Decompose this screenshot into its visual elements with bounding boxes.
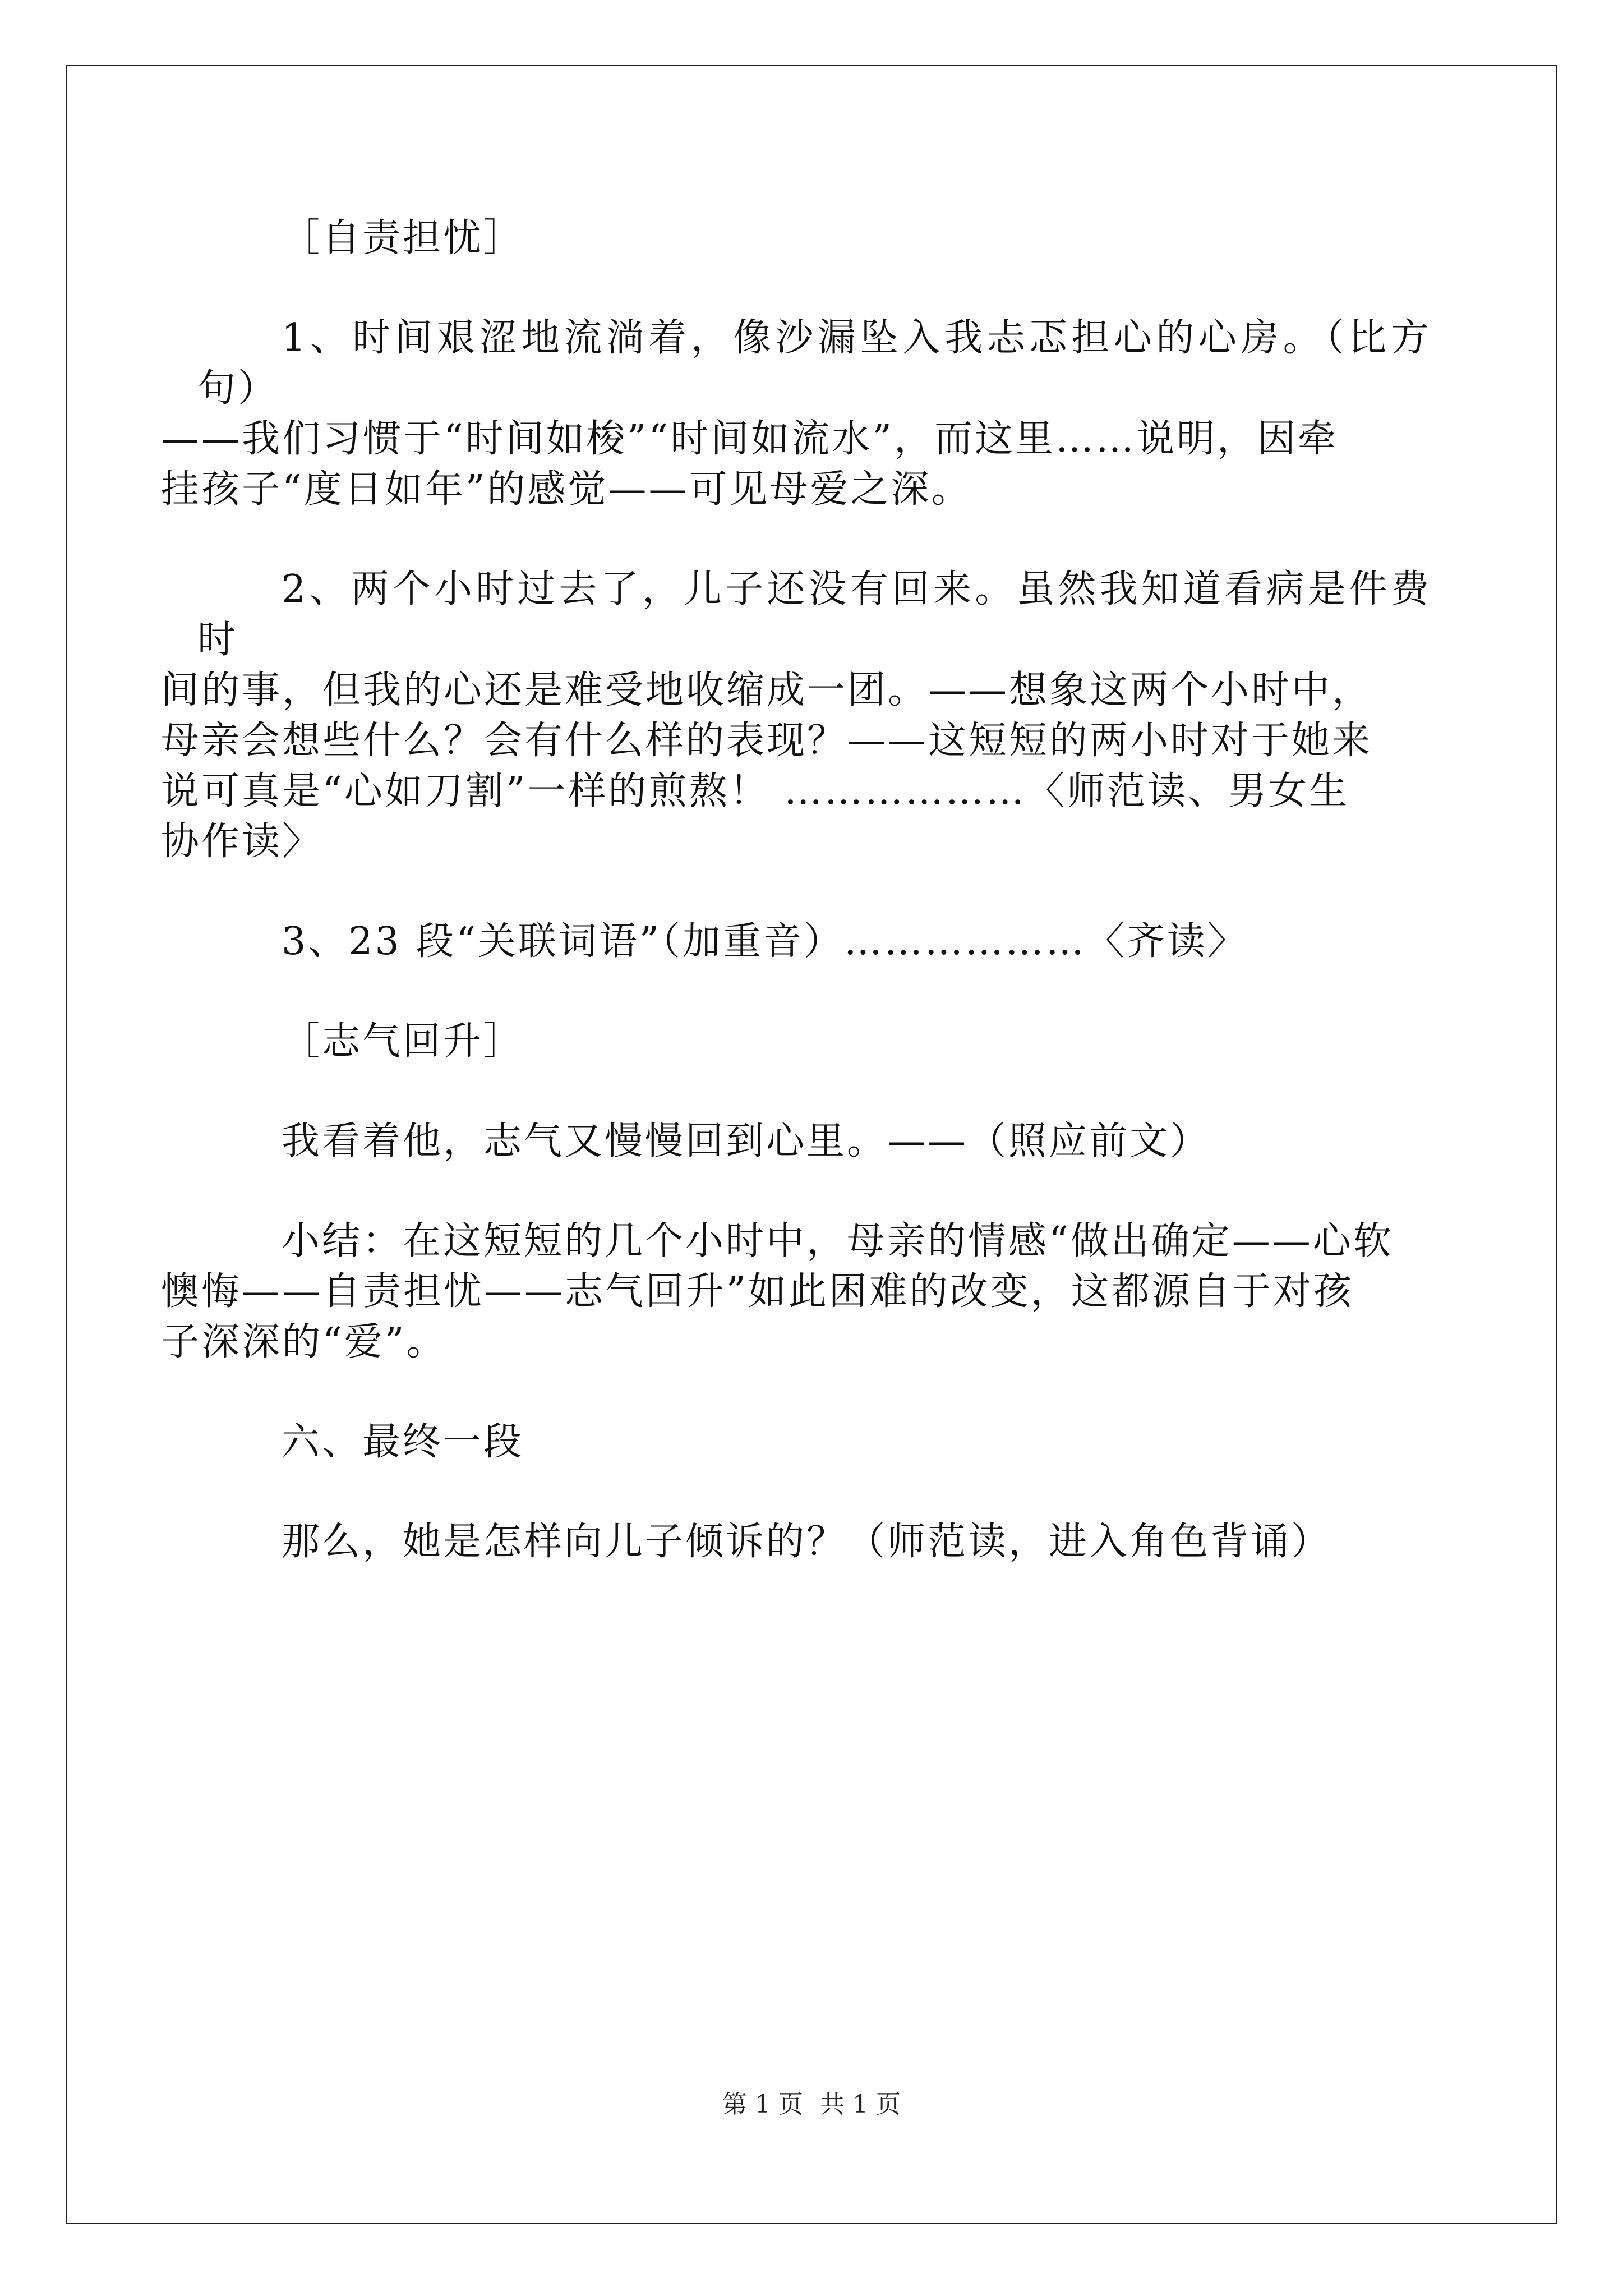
paragraph-1 xyxy=(161,313,1431,515)
paragraph-line: 协作读〉 xyxy=(161,820,323,864)
paragraph-summary xyxy=(161,1216,1431,1368)
paragraph-line: 挂孩子“度日如年”的感觉——可见母爱之深。 xyxy=(161,467,972,512)
paragraph-3: 3、23 段“关联词语”（加重音）………………〈齐读〉 xyxy=(282,919,1248,964)
page-number: 第 1 页 xyxy=(722,2090,803,2119)
paragraph-line: 说可真是“心如刀割”一样的煎熬！ ………………〈师范读、男女生 xyxy=(161,769,1350,813)
section-heading-self-blame: ［自责担忧］ xyxy=(282,216,524,260)
document-body xyxy=(161,213,1431,1567)
page-footer xyxy=(0,2084,1623,2120)
paragraph-2 xyxy=(161,564,1431,867)
section-heading-final: 六、最终一段 xyxy=(282,1420,524,1464)
paragraph-line: 2、两个小时过去了，儿子还没有回来。虽然我知道看病是件费时 xyxy=(197,567,1431,662)
paragraph-line: 懊悔——自责担忧——志气回升”如此困难的改变，这都源自于对孩 xyxy=(161,1269,1354,1314)
paragraph-line: 小结：在这短短的几个小时中，母亲的情感“做出确定——心软 xyxy=(282,1219,1394,1263)
page-total: 共 1 页 xyxy=(820,2090,901,2119)
paragraph-line: 母亲会想些什么？会有什么样的表现？——这短短的两小时对于她来 xyxy=(161,719,1373,763)
paragraph-4: 我看着他，志气又慢慢回到心里。——（照应前文） xyxy=(282,1119,1211,1163)
paragraph-line: 子深深的“爱”。 xyxy=(161,1320,447,1364)
section-heading-recovery: ［志气回升］ xyxy=(282,1019,524,1064)
paragraph-line: 间的事，但我的心还是难受地收缩成一团。——想象这两个小时中， xyxy=(161,668,1373,712)
paragraph-6: 那么，她是怎样向儿子倾诉的？（师范读，进入角色背诵） xyxy=(282,1520,1332,1564)
paragraph-line: 1、时间艰涩地流淌着，像沙漏坠入我忐忑担心的心房。（比方句） xyxy=(197,316,1431,411)
paragraph-line: ——我们习惯于“时间如梭”“时间如流水”，而这里……说明，因牵 xyxy=(161,417,1339,461)
